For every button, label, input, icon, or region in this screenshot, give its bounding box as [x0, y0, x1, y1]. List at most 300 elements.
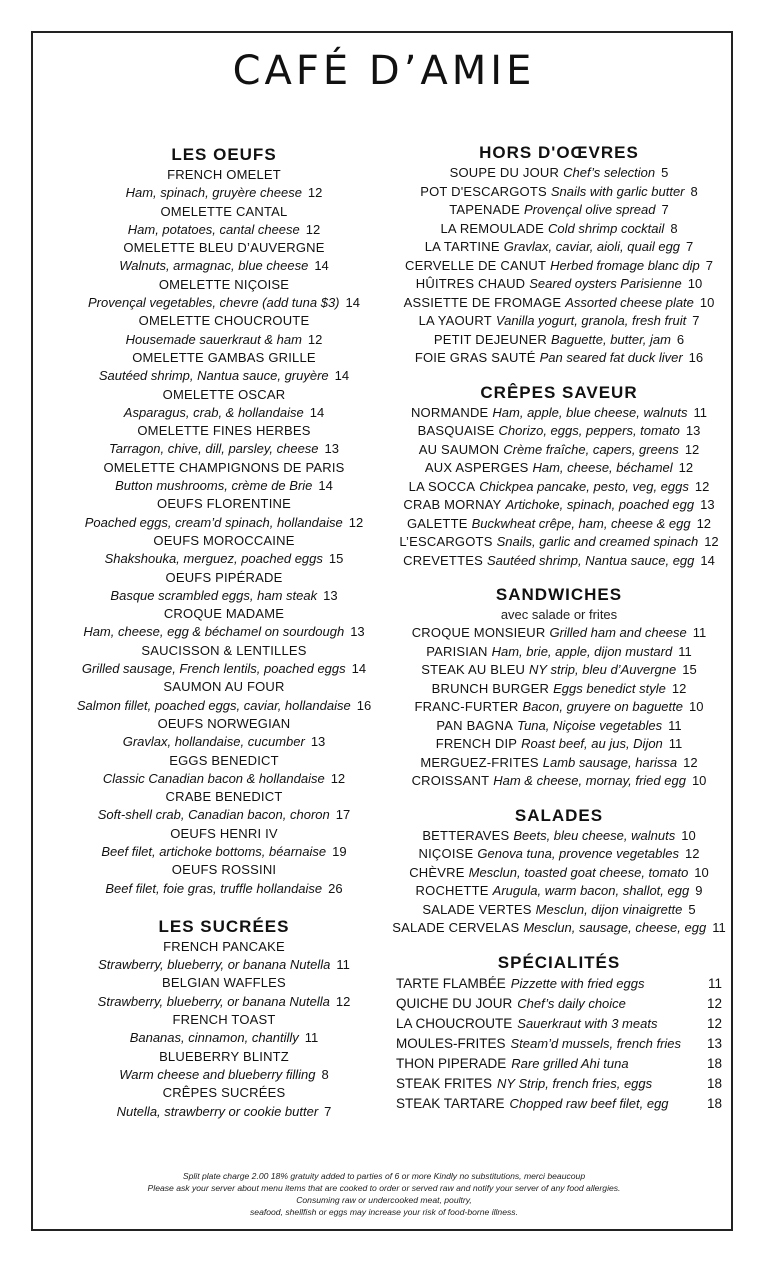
menu-item: [392, 1054, 726, 1074]
menu-item-price: 11: [304, 1030, 319, 1046]
footer-line: seafood, shellfish or eggs may increase your risk of food-borne illness.: [250, 1207, 518, 1217]
menu-item: [392, 422, 726, 441]
menu-item-price: 12: [694, 478, 710, 494]
menu-item: [392, 772, 726, 791]
menu-item-price: 10: [691, 773, 707, 788]
menu-item-name: CERVELLE DE CANUT: [405, 257, 547, 273]
menu-item-description-line: [40, 843, 408, 861]
menu-item-description-line: [40, 770, 408, 788]
menu-item-name: CRABE BENEDICT: [165, 789, 283, 805]
menu-item-name: HÛITRES CHAUD: [415, 276, 526, 291]
menu-item: [392, 257, 726, 276]
menu-item-price: 16: [688, 350, 704, 365]
menu-item-name: LA CHOUCROUTE: [396, 1015, 513, 1031]
menu-item: [40, 276, 408, 313]
menu-item-price: 13: [706, 1035, 722, 1051]
menu-item-description-line: [40, 733, 408, 751]
menu-item-price: 7: [692, 313, 700, 328]
menu-item-description: Nutella, strawberry or cookie butter: [116, 1103, 319, 1119]
menu-item-name: LA SOCCA: [408, 478, 476, 494]
menu-item-description: Crème fraîche, capers, greens: [503, 441, 679, 457]
menu-item-price: 14: [334, 368, 350, 384]
menu-item-description: Bacon, gruyere on baguette: [522, 699, 683, 714]
menu-item-description: Mesclun, sausage, cheese, egg: [523, 920, 707, 935]
menu-item-description: Button mushrooms, crème de Brie: [115, 478, 313, 494]
menu-item-description: Ham, cheese, egg & béchamel on sourdough: [83, 624, 345, 640]
menu-item-name: MOULES-FRITES: [396, 1035, 506, 1051]
menu-item-name: QUICHE DU JOUR: [396, 995, 513, 1011]
menu-item-price: 11: [712, 920, 726, 935]
menu-item: [40, 459, 408, 496]
menu-item-price: 8: [690, 183, 698, 199]
menu-item-text: [396, 1014, 657, 1034]
menu-item-description-line: [40, 550, 408, 568]
menu-item: [392, 735, 726, 754]
menu-item: [40, 203, 408, 240]
menu-item: [392, 661, 726, 680]
menu-item-price: 5: [661, 165, 669, 180]
menu-item-price: 12: [706, 1015, 722, 1031]
menu-item-description-line: [40, 1029, 408, 1047]
menu-item-name: NIÇOISE: [418, 846, 474, 861]
menu-item-name: OMELETTE CHAMPIGNONS DE PARIS: [103, 459, 345, 475]
menu-item-description: Pan seared fat duck liver: [539, 350, 683, 365]
menu-item-price: 12: [307, 331, 323, 347]
menu-item-price: 13: [323, 587, 338, 603]
menu-item-description-line: [40, 404, 408, 422]
menu-item: [392, 404, 726, 423]
menu-item: [392, 441, 726, 460]
menu-item-description-line: [40, 880, 408, 898]
menu-item-description: Beef filet, foie gras, truffle hollandaise: [105, 880, 323, 896]
menu-item: [40, 532, 408, 569]
menu-item-price: 13: [350, 624, 365, 640]
menu-item-name: MERGUEZ-FRITES: [420, 754, 539, 770]
menu-item-price: 7: [661, 202, 669, 217]
menu-item: [392, 459, 726, 478]
menu-item: [40, 422, 408, 459]
menu-item: [392, 1094, 726, 1114]
menu-item: [40, 1084, 408, 1121]
menu-item-price: 13: [700, 497, 715, 512]
menu-item-name: TARTE FLAMBÉE: [396, 975, 506, 991]
menu-item-price: 15: [682, 662, 697, 677]
menu-item-description: Salmon fillet, poached eggs, caviar, hollandaise: [76, 697, 351, 713]
menu-item-price: 12: [684, 441, 700, 457]
menu-item-price: 10: [699, 294, 715, 310]
menu-item: [392, 643, 726, 662]
menu-item: [392, 201, 726, 220]
menu-item-description-line: [40, 514, 408, 532]
menu-item-name: BETTERAVES: [422, 827, 510, 843]
menu-item: [40, 752, 408, 789]
menu-item-price: 8: [670, 220, 678, 236]
restaurant-title: CAFÉ D’AMIE: [232, 48, 536, 94]
menu-item: [40, 386, 408, 423]
menu-item-description: Gravlax, caviar, aioli, quail egg: [503, 239, 681, 254]
menu-item-description: Beets, bleu cheese, walnuts: [513, 827, 676, 843]
menu-item-name: CHÈVRE: [409, 864, 465, 880]
menu-item-description: Mesclun, dijon vinaigrette: [535, 901, 683, 917]
menu-item-name: SALADE CERVELAS: [392, 920, 520, 935]
section-spacer: [392, 938, 726, 952]
footer-line: Split plate charge 2.00 18% gratuity added to parties of 6 or more Kindly no substitutions, merci beaucoup: [182, 1171, 586, 1181]
menu-item-name: POT D'ESCARGOTS: [420, 183, 547, 199]
menu-item-description: Vanilla yogurt, granola, fresh fruit: [495, 313, 687, 328]
menu-item-name: CROISSANT: [411, 773, 490, 788]
menu-item-description: Ham, apple, blue cheese, walnuts: [492, 404, 688, 420]
menu-item-name: PAN BAGNA: [436, 717, 514, 733]
menu-item: [392, 919, 726, 938]
menu-item-name: CRAB MORNAY: [403, 497, 502, 512]
menu-item-name: OMELETTE BLEU D’AUVERGNE: [123, 240, 325, 256]
menu-footer: [60, 1170, 708, 1218]
menu-item-description: Chef’s daily choice: [517, 995, 626, 1011]
menu-item-description: Provençal vegetables, chevre (add tuna $3): [88, 295, 340, 311]
footer-line: Please ask your server about menu items that are cooked to order or served raw and notify your server of any food allergies.: [147, 1183, 621, 1193]
menu-item: [40, 239, 408, 276]
menu-item-description-line: [40, 257, 408, 275]
menu-item-description-line: [40, 440, 408, 458]
section-heading-les-sucr-es: LES SUCRÉES: [158, 916, 290, 936]
menu-item-description: Assorted cheese plate: [565, 294, 694, 310]
menu-item-price: 12: [671, 680, 687, 696]
menu-item-description: Provençal olive spread: [523, 202, 656, 217]
menu-item-price: 12: [683, 754, 698, 770]
menu-item-description: Lamb sausage, harissa: [542, 754, 678, 770]
menu-item-name: OMELETTE GAMBAS GRILLE: [132, 349, 316, 365]
menu-item-description: Pizzette with fried eggs: [510, 975, 645, 991]
menu-item: [40, 861, 408, 898]
menu-item: [40, 495, 408, 532]
menu-item: [40, 938, 408, 975]
section-heading-hors-d-o-vres: HORS D'OŒVRES: [479, 143, 639, 162]
menu-item-description: Housemade sauerkraut & ham: [125, 331, 302, 347]
menu-item: [392, 294, 726, 313]
menu-item-price: 8: [321, 1066, 329, 1082]
menu-item-description-line: [40, 221, 408, 239]
section-spacer: [40, 898, 408, 916]
menu-item: [392, 275, 726, 294]
menu-item-price: 11: [668, 717, 682, 733]
menu-item-description-line: [40, 806, 408, 824]
menu-item-name: OEUFS PIPÉRADE: [165, 569, 283, 585]
menu-item: [392, 1074, 726, 1094]
section-spacer: [392, 791, 726, 805]
menu-item-price: 12: [305, 221, 321, 237]
menu-item-name: FRENCH TOAST: [172, 1012, 276, 1028]
menu-item-description: Tuna, Niçoise vegetables: [517, 717, 663, 733]
menu-item-description: Walnuts, armagnac, blue cheese: [119, 258, 309, 274]
menu-item-name: TAPENADE: [449, 202, 520, 217]
menu-item-name: OMELETTE NIÇOISE: [158, 276, 290, 292]
menu-item-price: 14: [345, 295, 360, 311]
menu-item-description: Ham & cheese, mornay, fried egg: [493, 773, 686, 788]
menu-item-name: OEUFS NORWEGIAN: [157, 715, 291, 731]
menu-item-description: Beef filet, artichoke bottoms, béarnaise: [101, 843, 327, 859]
menu-item-price: 13: [310, 734, 326, 750]
menu-item-name: PARISIAN: [426, 643, 488, 659]
menu-item-text: [396, 1054, 629, 1074]
menu-item: [392, 349, 726, 368]
menu-item: [392, 183, 726, 202]
menu-item-description-line: [40, 477, 408, 495]
menu-item-description: Classic Canadian bacon & hollandaise: [102, 770, 325, 786]
menu-item: [40, 1011, 408, 1048]
menu-item-name: LA YAOURT: [418, 313, 492, 328]
menu-item-description: NY strip, bleu d’Auvergne: [529, 662, 677, 677]
menu-item-name: SALADE VERTES: [422, 901, 532, 917]
menu-item-text: [396, 1094, 669, 1114]
menu-item-price: 13: [324, 441, 340, 457]
menu-item-price: 12: [348, 514, 364, 530]
menu-item-description: Snails with garlic butter: [550, 183, 685, 199]
menu-item-price: 12: [696, 515, 712, 531]
menu-item-description: Roast beef, au jus, Dijon: [521, 736, 663, 751]
menu-item-price: 19: [332, 843, 347, 859]
section-heading-sandwiches: SANDWICHES: [495, 585, 623, 604]
menu-item-description-line: [40, 697, 408, 715]
menu-item-price: 10: [688, 699, 704, 714]
menu-item-description-line: [40, 660, 408, 678]
menu-item-price: 16: [356, 697, 372, 713]
menu-item-description: Ham, potatoes, cantal cheese: [127, 221, 300, 237]
menu-item-description: Bananas, cinnamon, chantilly: [129, 1030, 299, 1046]
menu-item-description-line: [40, 623, 408, 641]
section-heading-cr-pes-saveur: CRÊPES SAVEUR: [480, 382, 638, 402]
menu-item-price: 11: [707, 975, 722, 991]
menu-item: [392, 515, 726, 534]
menu-item-description-line: [40, 331, 408, 349]
menu-item-name: BRUNCH BURGER: [431, 680, 550, 696]
menu-item-name: OMELETTE OSCAR: [162, 386, 286, 402]
menu-item-name: OEUFS FLORENTINE: [157, 496, 291, 512]
right-column: [392, 142, 726, 1114]
menu-item-description-line: [40, 993, 408, 1011]
menu-item-description-line: [40, 367, 408, 385]
menu-item-name: SOUPE DU JOUR: [449, 165, 560, 180]
menu-item-price: 18: [706, 1095, 722, 1111]
menu-item-description: Grilled sausage, French lentils, poached eggs: [81, 661, 346, 677]
menu-item-name: GALETTE: [406, 515, 468, 531]
menu-item-price: 18: [706, 1055, 722, 1071]
menu-item-description-line: [40, 294, 408, 312]
menu-item-description: Seared oysters Parisienne: [529, 276, 682, 291]
menu-item: [392, 864, 726, 883]
menu-item-price: 11: [693, 404, 708, 420]
menu-item-description: Artichoke, spinach, poached egg: [505, 497, 695, 512]
menu-item-name: SAUCISSON & LENTILLES: [141, 642, 307, 658]
menu-item-price: 7: [705, 257, 713, 273]
menu-item-text: [396, 974, 644, 994]
menu-item-name: STEAK TARTARE: [396, 1095, 505, 1111]
menu-item-name: AUX ASPERGES: [424, 460, 529, 475]
menu-item-name: FRENCH PANCAKE: [163, 938, 285, 954]
menu-item-description-line: [40, 956, 408, 974]
menu-item-name: LA REMOULADE: [440, 220, 544, 236]
menu-item: [40, 1048, 408, 1085]
menu-item-price: 17: [335, 807, 351, 823]
menu-item-name: OMELETTE CANTAL: [160, 203, 288, 219]
menu-item: [392, 827, 726, 846]
menu-item: [392, 478, 726, 497]
menu-item: [392, 717, 726, 736]
menu-item-description: Grilled ham and cheese: [549, 625, 687, 640]
menu-item-price: 10: [681, 827, 696, 843]
menu-item: [40, 974, 408, 1011]
menu-item: [392, 974, 726, 994]
menu-item-price: 12: [704, 534, 719, 549]
menu-item-price: 14: [700, 552, 715, 568]
menu-item: [40, 349, 408, 386]
menu-item-price: 10: [694, 864, 709, 880]
menu-item: [392, 698, 726, 717]
menu-item-name: CROQUE MADAME: [163, 606, 285, 622]
menu-item-name: STEAK FRITES: [396, 1075, 493, 1091]
menu-item-description: Chickpea pancake, pesto, veg, eggs: [479, 478, 689, 494]
menu-item-description: Soft-shell crab, Canadian bacon, choron: [97, 807, 330, 823]
menu-item-name: OEUFS MOROCCAINE: [153, 532, 295, 548]
menu-item: [40, 642, 408, 679]
menu-item-name: LA TARTINE: [424, 239, 500, 254]
menu-item-price: 7: [686, 239, 694, 254]
menu-item-price: 14: [318, 478, 333, 494]
menu-item-description: Chef’s selection: [563, 165, 656, 180]
menu-item-description: Steam’d mussels, french fries: [510, 1035, 682, 1051]
menu-item-name: STEAK AU BLEU: [421, 662, 526, 677]
menu-item-name: BLUEBERRY BLINTZ: [159, 1048, 289, 1064]
menu-item-description-line: [40, 1103, 408, 1121]
menu-item-description: Buckwheat crêpe, ham, cheese & egg: [471, 515, 691, 531]
menu-item-price: 10: [687, 276, 703, 291]
menu-item-name: PETIT DEJEUNER: [433, 331, 547, 347]
menu-item: [392, 680, 726, 699]
menu-item-price: 11: [668, 736, 683, 751]
menu-item-description: Poached eggs, cream’d spinach, hollandaise: [84, 514, 343, 530]
menu-item-description-line: [40, 184, 408, 202]
menu-item-price: 12: [706, 995, 722, 1011]
menu-item-description: NY Strip, french fries, eggs: [497, 1075, 653, 1091]
menu-item-description: Snails, garlic and creamed spinach: [496, 534, 699, 549]
menu-item: [40, 788, 408, 825]
menu-item-name: OMELETTE CHOUCROUTE: [138, 313, 310, 329]
menu-item-price: 12: [678, 460, 694, 475]
menu-item-price: 12: [685, 846, 700, 861]
menu-item-description: Basque scrambled eggs, ham steak: [110, 587, 318, 603]
menu-item-name: ROCHETTE: [415, 883, 489, 898]
menu-item-price: 18: [706, 1075, 722, 1091]
menu-item-description: Chopped raw beef filet, egg: [509, 1095, 669, 1111]
menu-item-price: 9: [695, 883, 703, 898]
menu-item-description: Tarragon, chive, dill, parsley, cheese: [108, 441, 319, 457]
menu-item-price: 11: [678, 643, 692, 659]
section-spacer: [392, 570, 726, 584]
menu-item-description: Chorizo, eggs, peppers, tomato: [498, 423, 680, 438]
section-heading-salades: SALADES: [514, 805, 604, 825]
menu-item-price: 12: [307, 185, 323, 201]
menu-item-name: AU SAUMON: [418, 441, 500, 457]
menu-item-name: FOIE GRAS SAUTÉ: [414, 350, 536, 365]
menu-item-text: [396, 994, 626, 1014]
menu-item-name: ASSIETTE DE FROMAGE: [403, 294, 562, 310]
menu-item-description: Arugula, warm bacon, shallot, egg: [492, 883, 690, 898]
menu-item-name: EGGS BENEDICT: [169, 752, 279, 768]
menu-item-description: Herbed fromage blanc dip: [550, 257, 700, 273]
menu-item-description: Rare grilled Ahi tuna: [511, 1055, 629, 1071]
menu-item-price: 5: [688, 901, 696, 917]
menu-item: [392, 164, 726, 183]
menu-item: [40, 569, 408, 606]
menu-item-price: 7: [324, 1103, 332, 1119]
section-heading-les-oeufs: LES OEUFS: [171, 145, 277, 164]
menu-item-price: 14: [309, 404, 325, 420]
menu-item: [40, 715, 408, 752]
menu-item: [392, 845, 726, 864]
menu-item: [40, 605, 408, 642]
menu-item: [40, 678, 408, 715]
footer-line: Consuming raw or undercooked meat, poultry,: [296, 1195, 472, 1205]
menu-item: [392, 901, 726, 920]
menu-item-price: 12: [330, 770, 346, 786]
menu-item-description: Warm cheese and blueberry filling: [119, 1066, 316, 1082]
menu-item-price: 15: [328, 551, 344, 567]
menu-item: [40, 312, 408, 349]
menu-item-text: [396, 1034, 681, 1054]
menu-item-description: Mesclun, toasted goat cheese, tomato: [468, 864, 689, 880]
menu-item-price: 14: [351, 661, 367, 677]
section-spacer: [392, 368, 726, 382]
menu-item: [392, 533, 726, 552]
menu-item-description: Sautéed shrimp, Nantua sauce, egg: [486, 552, 695, 568]
menu-item-description: Sauerkraut with 3 meats: [517, 1015, 658, 1031]
menu-item-description: Ham, cheese, béchamel: [532, 460, 673, 475]
menu-item-description-line: [40, 587, 408, 605]
menu-item-description-line: [40, 1066, 408, 1084]
menu-item-name: BELGIAN WAFFLES: [162, 975, 286, 991]
menu-item-name: FRENCH OMELET: [167, 167, 281, 182]
menu-item-description: Ham, brie, apple, dijon mustard: [491, 643, 673, 659]
menu-item: [392, 331, 726, 350]
menu-item-description: Genova tuna, provence vegetables: [477, 846, 680, 861]
menu-item-name: CRÊPES SUCRÉES: [162, 1085, 286, 1101]
menu-item-price: 26: [328, 880, 343, 896]
menu-item-description: Baguette, butter, jam: [550, 331, 671, 347]
menu-item-name: BASQUAISE: [417, 423, 495, 438]
menu-item-description: Ham, spinach, gruyère cheese: [125, 185, 302, 201]
menu-item-name: CREVETTES: [403, 552, 483, 568]
menu-item-description: Strawberry, blueberry, or banana Nutella: [97, 993, 330, 1009]
menu-item-description: Sautéed shrimp, Nantua sauce, gruyère: [98, 368, 329, 384]
menu-item-name: OEUFS HENRI IV: [170, 825, 278, 841]
menu-item: [392, 994, 726, 1014]
menu-item-text: [396, 1074, 652, 1094]
menu-item-name: FRANC-FURTER: [414, 699, 519, 714]
menu-item-name: OEUFS ROSSINI: [171, 862, 277, 878]
menu-item: [40, 166, 408, 203]
menu-item: [392, 552, 726, 571]
menu-item-name: THON PIPERADE: [396, 1055, 507, 1071]
menu-item-price: 14: [314, 258, 329, 274]
menu-item-name: OMELETTE FINES HERBES: [137, 423, 311, 439]
menu-item: [392, 312, 726, 331]
menu-item: [392, 220, 726, 239]
menu-item: [392, 238, 726, 257]
menu-item: [392, 754, 726, 773]
section-heading-specialites: SPÉCIALITÉS: [497, 952, 621, 972]
menu-item-description: Gravlax, hollandaise, cucumber: [122, 734, 305, 750]
left-column: [40, 144, 408, 1121]
menu-item-name: NORMANDE: [410, 404, 489, 420]
